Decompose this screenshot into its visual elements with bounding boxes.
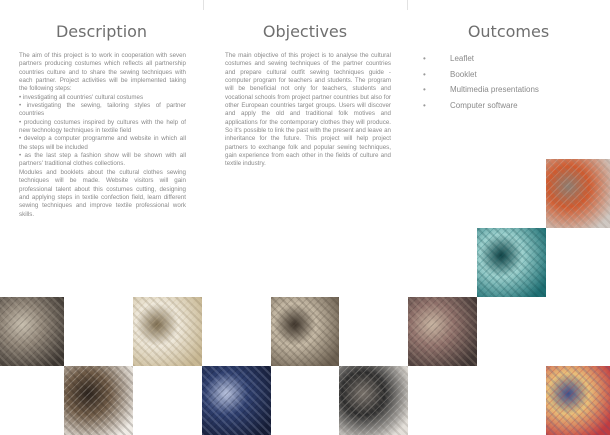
bullet-icon: •	[423, 100, 426, 110]
list-item	[423, 51, 539, 67]
lace-pattern-photo	[271, 297, 339, 366]
outcomes-column	[407, 0, 610, 160]
orange-needlework-photo	[546, 159, 610, 228]
description-paragraph: • develop a computer programme and website in which all the steps will be included	[19, 135, 186, 151]
objectives-text	[225, 52, 391, 169]
description-paragraph: • producing costumes inspired by cultures with the help of new technology techniques in textile field	[19, 118, 186, 135]
bullet-icon: •	[423, 54, 426, 63]
objectives-title: Objectives	[262, 22, 348, 41]
outcomes-list	[423, 51, 539, 113]
description-column	[0, 0, 203, 290]
woven-fabric-photo	[408, 297, 477, 366]
thread-spool-photo	[133, 297, 202, 366]
outcome-label: Computer software	[450, 100, 518, 110]
bullet-icon: •	[423, 85, 426, 94]
outcomes-title: Outcomes	[467, 22, 550, 41]
description-text	[19, 52, 186, 219]
list-item	[423, 98, 539, 114]
description-paragraph: • as the last step a fashion show will be shown with all partners' traditional clothes collections.	[19, 152, 186, 168]
list-item	[423, 82, 539, 98]
blue-embroidery-photo	[202, 366, 271, 435]
outcome-label: Leaflet	[450, 54, 475, 63]
description-title: Description	[55, 22, 148, 41]
bullet-icon: •	[423, 69, 426, 79]
outcome-label: Multimedia presentations	[450, 85, 539, 94]
sewing-machine-photo	[0, 297, 64, 366]
outcome-label: Booklet	[450, 69, 477, 79]
description-paragraph: • investigating the sewing, tailoring styles of partner countries	[19, 102, 186, 118]
vintage-machine-photo	[339, 366, 408, 435]
colorful-bobbins-photo	[546, 366, 610, 435]
description-paragraph: • investigating all countries' cultural costumes	[19, 93, 144, 101]
teal-knit-photo	[477, 228, 546, 297]
list-item	[423, 67, 539, 83]
objectives-column	[203, 0, 407, 290]
description-paragraph: Modules and booklets about the cultural clothes sewing techniques will be made. Website visitors will gain professional talent about this costumes cutting, designing and applying steps in textile confection field, learn different sewing techniques and improve textile professional work skills.	[19, 168, 186, 218]
description-paragraph: The aim of this project is to work in cooperation with seven partners producing costumes which reflects all partnership countries culture and to share the sewing techniques with each partner. Project activities will be implemented taking the following steps:	[19, 52, 186, 93]
objectives-paragraph: The main objective of this project is to analyse the cultural costumes and sewing techniques of the partner countries and prepare cultural outfit sewing techniques guide - computer program for teachers and students. The program will be beneficial not only for teachers, students and vocational schools from project partner countries but also for other European countries target groups. Users will discover and apply the old and traditional folk motives and applications for the contemporary clothes they will produce. So it's possible to link the past with the present and leave an inheritance for the future. This project will help project partners to exchange folk and popular sewing techniques, gain experience from each other in the fields of culture and textile industry.	[225, 52, 391, 168]
wooden-spools-photo	[64, 366, 133, 435]
